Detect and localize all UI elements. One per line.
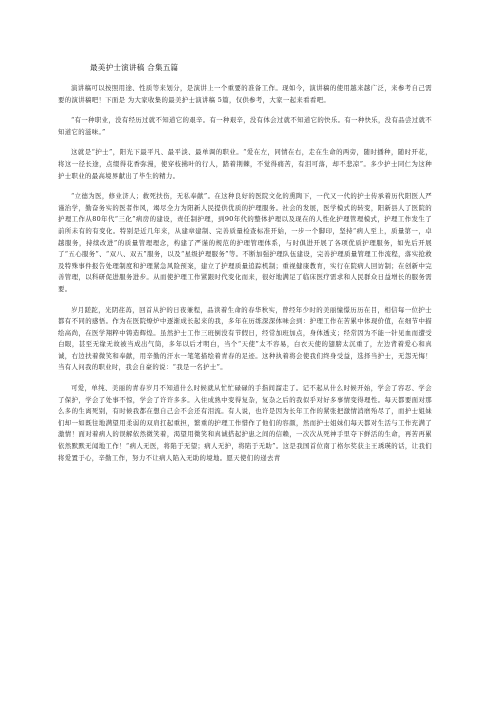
paragraph-quote: “有一种职业，没有经历过就不知道它的艰辛。有一种艰辛，没有体会过就不知道它的快乐。有一种快乐，没有品尝过就不知道它的滋味。”	[58, 116, 432, 136]
document-body	[58, 62, 432, 473]
paragraph-personal-reflection: 岁月蹉跎，光阴荏苒，回首从护的日夜兼程，品读着生命的春华秋实，曾经年少时的美丽憧憬历历在目，相信每一位护士都有不同的感悟。作为在医院燎炉中逐渐成长起来的我，多年在历练深深体味会到：护理工作在苦累中体现价值，在细节中描绘高尚，在医学翔粹中铸造辉煌。虽然护士工作三班倒没有节假日，经常加班加点，身体透支；经常因为不能一针见血而遭受白眼，甚至无缘无故被当成出气筒，多年以后才明白，当个“天使”太不容易，白衣天使的翅膀太沉重了，左边背着爱心和真诚，右边扶着微笑和奉献，用辛勤的汗水一笔笔描绘着青春的足迹。这种执着将会使我们终身受益，选择当护士，无怨无悔！当有人问我的职业时，我会自豪的说：“我是一名护士”。	[58, 305, 432, 372]
paragraph-intro: 演讲稿可以按照用途、性质等来划分，是演讲上一个重要的准备工作。现如今，演讲稿的使用越来越广泛，来参考自己需要的演讲稿吧！下面是 为大家收集的最美护士演讲稿 5篇，仅供参考，大家一起来看看吧。	[58, 84, 432, 104]
paragraph-youth: 可爱，单纯、美丽的青春岁月不知道什么时候就从忙忙碌碌的手指间溜走了。记不起从什么时候开始，学会了容忍、学会了保护，学会了处事不惊，学会了许许多多。入住成熟中变得复杂，复杂之后的我似乎对好多事情变得理性。每天都要面对那么多的生离死别，有时候我都在想自己会不会还有泪流。有人说，也许是因为长年工作的紧张把激情消磨殆尽了，而护士姐妹们却一如既往地满望用柔弱的双肩扛起重担，繁重的护理工作惜作了他们的容颜，然而护士姐妹们每天都对生活与工作充满了激情！面对着病人的误解依然微笑着，渴望用微笑和真诚搭起护患之间的信赖，一次次从死神手里夺下鲜活的生命，再苦再累依然默默无闻地工作！“病人无医，将陷于无望；病人无护，将陷于无助”。这是我国首位南丁格尔奖获主王琇瑛的话，让我们将爱置于心，辛勤工作，努力不让病人陷入无助的境地。愿天使们的递去青	[58, 384, 432, 462]
paragraph-nurse-profession: 这就是“护士”，阳光下最平凡、最平淡、最单调的职业。“爱在左，同情在右，走在生命的两旁，随时播种，随时开花，将这一径长途，点缀得花香弥漫，使穿枝拂叶的行人，踏着荆棘，不觉得痛苦，有泪可落，却不悲凉”。多少护士同仁为这种护士职业的最高境界献出了毕生的精力。	[58, 148, 432, 180]
document-title: 最美护士演讲稿 合集五篇	[90, 63, 179, 72]
paragraph-hospital-culture: “立德为医，修业济人；救死扶伤，无私奉献”。在这种良好的医院文化的熏陶下，一代又一代的护士传承着历代阳医人严谨治学，勤奋务实的医者作风，竭尽全力为阳新人民提供优质的护理服务。社会的发展，医学模式的转变，阳新县人了医院的护理工作从80年代“三化”病房的建设，责任制护理，到90年代的整体护理以及现在的人性化护理管理模式，护理工作发生了前所未有的有变化。特别是近几年来，从建章建制、完善质量检查标准开始，一步一个脚印，坚持“病人至上，质量第一，卓越服务，持续改进”的质量管理理念，构建了严谨的规范的护理管理体系，与时俱进开展了各项优质护理服务，如先后开展了“五心服务”、“双八、双五”服务，以及“星级护理服务”等。不断加强护理队伍建设，完善护理质量管理工作流程，落实抢救及特殊事件报告处理制度和护理紧急风险预案，建立了护理质量追踪机制；重视健康教育，实行在院病人回访制；在创新中完善管理，以科研促进服务进步。从而使护理工作紧跟时代变化而来，很好地满足了临床医疗需求和人民群众日益增长的服务需要。	[58, 192, 432, 293]
